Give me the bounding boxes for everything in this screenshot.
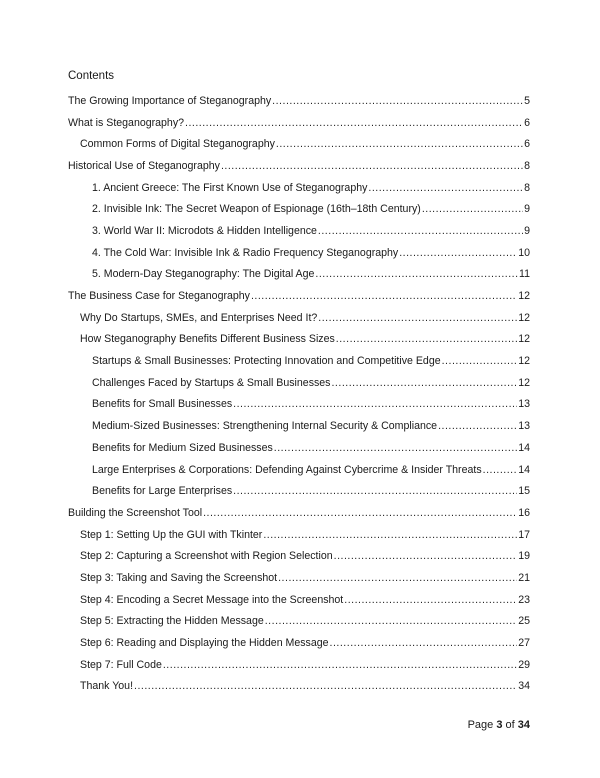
footer-total-pages: 34 [517, 719, 530, 731]
toc-entry[interactable] [0, 90, 600, 112]
toc-entry-row [68, 116, 530, 130]
toc-entry[interactable] [0, 220, 600, 242]
toc-entry-row [92, 354, 530, 368]
toc-entry-title: Step 6: Reading and Displaying the Hidden Message [80, 637, 329, 650]
toc-entry-row [80, 311, 530, 325]
toc-entry-title: Benefits for Small Businesses [92, 398, 233, 411]
toc-entry-page-number: 11 [519, 268, 530, 281]
toc-entry-row [68, 94, 530, 108]
toc-entry-row [68, 159, 530, 173]
toc-entry[interactable] [0, 437, 600, 459]
toc-entry-title: 4. The Cold War: Invisible Ink & Radio Frequency Steganography [92, 246, 399, 259]
toc-entry-page-number: 14 [518, 441, 530, 454]
toc-dot-leader [276, 137, 523, 151]
toc-entry-row [80, 614, 530, 628]
toc-entry[interactable] [0, 545, 600, 567]
toc-entry-page-number: 6 [524, 138, 530, 151]
toc-dot-leader [278, 571, 517, 585]
toc-entry[interactable] [0, 242, 600, 264]
toc-entry[interactable] [0, 285, 600, 307]
toc-entry[interactable] [0, 654, 600, 676]
toc-entry-row [80, 593, 530, 607]
toc-entry-row [80, 679, 530, 693]
toc-dot-leader [368, 181, 523, 195]
toc-entry-title: Medium-Sized Businesses: Strengthening Internal Security & Compliance [92, 420, 438, 433]
toc-entry-row [80, 528, 530, 542]
toc-entry-row [80, 137, 530, 151]
toc-dot-leader [331, 376, 517, 390]
toc-entry-title: 3. World War II: Microdots & Hidden Intelligence [92, 224, 317, 237]
toc-entry-title: Thank You! [80, 680, 134, 693]
toc-dot-leader [203, 506, 517, 520]
toc-entry-page-number: 12 [518, 311, 530, 324]
toc-entry-row [68, 506, 530, 520]
toc-entry[interactable] [0, 198, 600, 220]
toc-entry-page-number: 13 [518, 420, 530, 433]
toc-entry-page-number: 8 [524, 159, 530, 172]
toc-entry[interactable] [0, 112, 600, 134]
toc-entry-title: 5. Modern-Day Steganography: The Digital Age [92, 268, 315, 281]
toc-entry-title: Why Do Startups, SMEs, and Enterprises Need It? [80, 311, 318, 324]
toc-entry-page-number: 12 [518, 355, 530, 368]
toc-entry[interactable] [0, 372, 600, 394]
toc-entry-row [68, 289, 530, 303]
toc-entry-title: 1. Ancient Greece: The First Known Use of Steganography [92, 181, 368, 194]
toc-entry-title: Step 2: Capturing a Screenshot with Region Selection [80, 550, 333, 563]
toc-entry-title: Step 7: Full Code [80, 658, 162, 671]
toc-entry-page-number: 9 [524, 224, 530, 237]
toc-entry-title: Large Enterprises & Corporations: Defending Against Cybercrime & Insider Threats [92, 463, 482, 476]
toc-entry[interactable] [0, 502, 600, 524]
toc-entry[interactable] [0, 350, 600, 372]
toc-entry-page-number: 23 [518, 593, 530, 606]
toc-dot-leader [274, 441, 517, 455]
toc-entry-title: Common Forms of Digital Steganography [80, 138, 275, 151]
toc-entry-row [92, 441, 530, 455]
toc-entry-title: Step 1: Setting Up the GUI with Tkinter [80, 528, 263, 541]
toc-entry-page-number: 10 [518, 246, 530, 259]
toc-dot-leader [330, 636, 518, 650]
toc-dot-leader [483, 463, 518, 477]
toc-dot-leader [315, 267, 518, 281]
toc-entry[interactable] [0, 394, 600, 416]
toc-entry-row [92, 419, 530, 433]
toc-entry-title: Challenges Faced by Startups & Small Businesses [92, 376, 331, 389]
toc-entry-row [92, 463, 530, 477]
toc-entry-title: Step 3: Taking and Saving the Screenshot [80, 571, 278, 584]
toc-dot-leader [251, 289, 517, 303]
toc-dot-leader [334, 549, 518, 563]
toc-entry-page-number: 12 [518, 376, 530, 389]
toc-entry-row [80, 332, 530, 346]
toc-entry[interactable] [0, 632, 600, 654]
toc-entry-title: Step 5: Extracting the Hidden Message [80, 615, 264, 628]
toc-dot-leader [318, 311, 517, 325]
toc-entry-row [92, 224, 530, 238]
toc-entry-page-number: 15 [518, 485, 530, 498]
toc-entry[interactable] [0, 415, 600, 437]
toc-entry[interactable] [0, 155, 600, 177]
toc-dot-leader [233, 397, 517, 411]
toc-entry-title: The Business Case for Steganography [68, 290, 250, 303]
toc-dot-leader [221, 159, 523, 173]
toc-dot-leader [318, 224, 523, 238]
toc-dot-leader [399, 246, 517, 260]
page-number-footer [468, 718, 530, 732]
toc-entry-page-number: 8 [524, 181, 530, 194]
toc-dot-leader [438, 419, 517, 433]
toc-entry[interactable] [0, 133, 600, 155]
toc-entry-row [80, 549, 530, 563]
toc-dot-leader [272, 94, 523, 108]
toc-entry-row [92, 246, 530, 260]
toc-entry-row [92, 181, 530, 195]
toc-entry-title: Benefits for Large Enterprises [92, 485, 233, 498]
table-of-contents [0, 90, 600, 697]
toc-entry-row [92, 397, 530, 411]
toc-entry-row [92, 267, 530, 281]
toc-dot-leader [265, 614, 517, 628]
toc-entry-page-number: 21 [518, 571, 530, 584]
toc-dot-leader [422, 202, 523, 216]
footer-current-page: 3 [496, 719, 503, 731]
toc-entry-row [80, 658, 530, 672]
toc-entry[interactable] [0, 589, 600, 611]
toc-entry-page-number: 25 [518, 615, 530, 628]
toc-entry-title: Benefits for Medium Sized Businesses [92, 441, 273, 454]
toc-entry-title: Startups & Small Businesses: Protecting Innovation and Competitive Edge [92, 355, 441, 368]
footer-separator: of [502, 719, 518, 731]
toc-entry[interactable] [0, 329, 600, 351]
toc-entry-page-number: 29 [518, 658, 530, 671]
toc-dot-leader [233, 484, 517, 498]
toc-entry-row [80, 571, 530, 585]
toc-entry-title: Step 4: Encoding a Secret Message into the Screenshot [80, 593, 344, 606]
footer-prefix: Page [467, 719, 497, 731]
toc-entry-title: Building the Screenshot Tool [68, 506, 203, 519]
toc-entry[interactable] [0, 480, 600, 502]
toc-entry-row [92, 484, 530, 498]
toc-entry-page-number: 27 [518, 637, 530, 650]
toc-entry-row [92, 202, 530, 216]
toc-entry[interactable] [0, 524, 600, 546]
toc-entry[interactable] [0, 676, 600, 698]
toc-dot-leader [442, 354, 518, 368]
toc-entry[interactable] [0, 567, 600, 589]
toc-entry-page-number: 16 [518, 506, 530, 519]
toc-entry-title: Historical Use of Steganography [68, 159, 220, 172]
toc-entry-row [92, 376, 530, 390]
toc-entry-page-number: 12 [518, 290, 530, 303]
toc-entry-page-number: 6 [524, 116, 530, 129]
toc-entry[interactable] [0, 307, 600, 329]
toc-entry-page-number: 13 [518, 398, 530, 411]
toc-entry-page-number: 17 [518, 528, 530, 541]
toc-entry-page-number: 5 [524, 94, 530, 107]
toc-entry[interactable] [0, 264, 600, 286]
toc-dot-leader [134, 679, 517, 693]
contents-heading: Contents [68, 70, 115, 82]
toc-dot-leader [263, 528, 517, 542]
toc-entry-page-number: 14 [518, 463, 530, 476]
toc-entry-page-number: 12 [518, 333, 530, 346]
toc-entry-page-number: 34 [518, 680, 530, 693]
toc-dot-leader [344, 593, 517, 607]
toc-entry-row [80, 636, 530, 650]
toc-entry[interactable] [0, 177, 600, 199]
toc-entry-title: 2. Invisible Ink: The Secret Weapon of Espionage (16th–18th Century) [92, 203, 421, 216]
toc-entry-title: The Growing Importance of Steganography [68, 94, 272, 107]
toc-dot-leader [336, 332, 517, 346]
toc-entry[interactable] [0, 611, 600, 633]
toc-dot-leader [185, 116, 523, 130]
toc-entry-page-number: 9 [524, 203, 530, 216]
toc-entry-page-number: 19 [518, 550, 530, 563]
toc-entry[interactable] [0, 459, 600, 481]
toc-dot-leader [163, 658, 517, 672]
toc-entry-title: How Steganography Benefits Different Business Sizes [80, 333, 335, 346]
toc-entry-title: What is Steganography? [68, 116, 185, 129]
